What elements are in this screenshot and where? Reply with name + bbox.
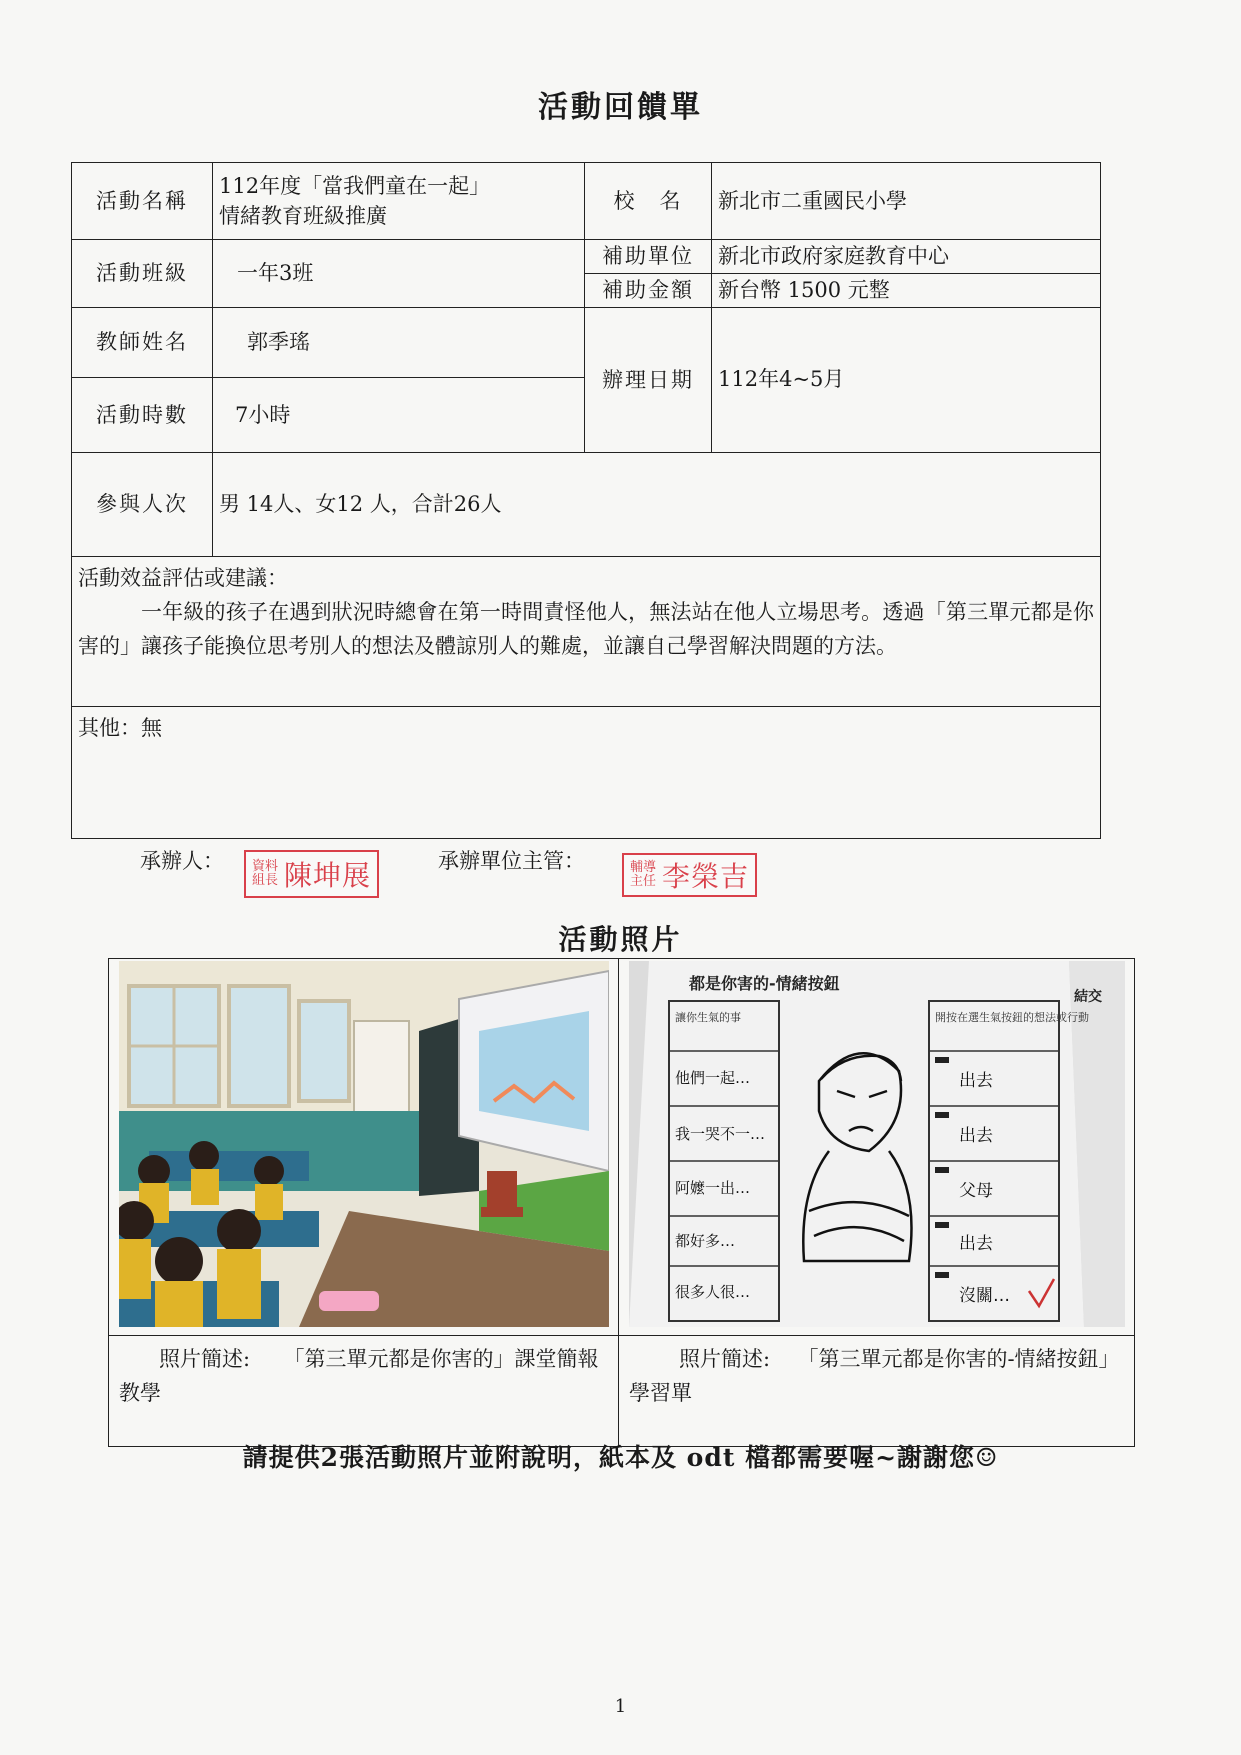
worksheet-right-header: 開按在選生氣按鈕的想法或行動: [935, 1011, 1089, 1024]
photo1-caption: 「第三單元都是你害的」課堂簡報教學: [119, 1347, 599, 1405]
amount-value: 新台幣 1500 元整: [712, 274, 1101, 308]
supervisor-label: 承辦單位主管：: [438, 849, 585, 873]
supervisor-stamp: 輔導 主任 李榮吉: [622, 853, 757, 897]
worksheet-right-entry: 出去: [959, 1234, 993, 1254]
amount-label: 補助金額: [585, 274, 712, 308]
class-label: 活動班級: [72, 240, 213, 308]
activity-form-table: [71, 162, 1101, 839]
other-label: 其他：無: [78, 716, 162, 740]
footer-note: 請提供2張活動照片並附說明，紙本及 odt 檔都需要喔~謝謝您☺: [242, 1443, 999, 1472]
worksheet-left-entry: 他們一起…: [675, 1069, 751, 1087]
photo2-caption: 「第三單元都是你害的-情緒按鈕」學習單: [629, 1347, 1120, 1405]
organizer-stamp-name: 陳坤展: [284, 859, 372, 892]
worksheet-left-entry: 很多人很…: [675, 1283, 751, 1301]
hours-value: 7小時: [213, 378, 585, 453]
page-title: 活動回饋單: [538, 90, 703, 125]
worksheet-right-entry: 沒關…: [959, 1286, 1010, 1306]
worksheet-side-label: 結交: [1074, 989, 1102, 1005]
other-section: [72, 707, 1101, 839]
participants-value: 男 14人、女12 人，合計26人: [213, 453, 1101, 557]
activity-name-label: 活動名稱: [72, 163, 213, 240]
teacher-label: 教師姓名: [72, 308, 213, 378]
activity-name-value: 112年度「當我們童在一起」 情緒教育班級推廣: [213, 163, 585, 240]
photos-table: [108, 958, 1135, 1447]
supervisor-stamp-name: 李榮吉: [662, 860, 750, 893]
organizer-label: 承辦人：: [140, 849, 224, 873]
worksheet-right-entry: 出去: [959, 1126, 993, 1146]
worksheet-heading: 都是你害的-情緒按鈕: [689, 974, 840, 993]
date-value: 112年4~5月: [712, 308, 1101, 453]
page-number: 1: [614, 1696, 627, 1717]
worksheet-left-entry: 都好多…: [675, 1232, 736, 1250]
sponsor-value: 新北市政府家庭教育中心: [712, 240, 1101, 274]
teacher-value: 郭季瑤: [213, 308, 585, 378]
photos-title: 活動照片: [558, 923, 683, 956]
class-value: 一年3班: [213, 240, 585, 308]
evaluation-section: [72, 557, 1101, 707]
worksheet-right-entry: 父母: [959, 1181, 993, 1201]
photo2-caption-cell: [619, 1336, 1135, 1447]
photo2-caption-label: 照片簡述:: [679, 1347, 771, 1371]
evaluation-label: 活動效益評估或建議：: [78, 566, 288, 590]
photo1-caption-label: 照片簡述:: [159, 1347, 251, 1371]
worksheet-left-entry: 我一哭不一…: [675, 1125, 766, 1143]
hours-label: 活動時數: [72, 378, 213, 453]
worksheet-right-entry: 出去: [959, 1071, 993, 1091]
photo1-caption-cell: [109, 1336, 619, 1447]
worksheet-photo-cell: [619, 959, 1135, 1336]
worksheet-left-entry: 阿嬤一出…: [675, 1179, 751, 1197]
evaluation-text: 一年級的孩子在遇到狀況時總會在第一時間責怪他人，無法站在他人立場思考。透過「第三單元都是你害的」讓孩子能換位思考別人的想法及體諒別人的難處，並讓自己學習解決問題的方法。: [78, 600, 1094, 658]
school-value: 新北市二重國民小學: [712, 163, 1101, 240]
organizer-stamp: 資料 組長 陳坤展: [244, 850, 379, 898]
date-label: 辦理日期: [585, 308, 712, 453]
school-label: 校 名: [585, 163, 712, 240]
sponsor-label: 補助單位: [585, 240, 712, 274]
participants-label: 參與人次: [72, 453, 213, 557]
classroom-photo-cell: [109, 959, 619, 1336]
worksheet-left-header: 讓你生氣的事: [675, 1011, 741, 1024]
worksheet-photo: [629, 961, 1125, 1327]
classroom-photo: [119, 961, 609, 1327]
